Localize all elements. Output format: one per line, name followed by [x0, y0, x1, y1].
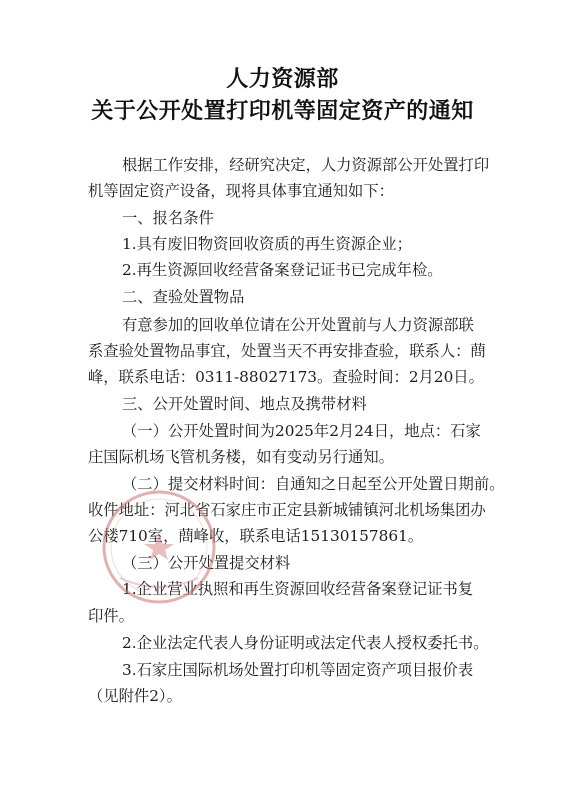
- paragraph-intro-line-1: 根据工作安排，经研究决定，人力资源部公开处置打印: [122, 156, 490, 174]
- list-item-3-1-line-1: 1.企业营业执照和再生资源回收经营备案登记证书复: [122, 580, 474, 598]
- list-item-3-1-line-2: 印件。: [88, 607, 134, 625]
- paragraph-submission-line-1: （二）提交材料时间：自通知之日起至公开处置日期前。: [122, 475, 505, 493]
- paragraph-submission-line-2: 收件地址：河北省石家庄市正定县新城铺镇河北机场集团办: [88, 501, 486, 519]
- list-item-3-2: 2.企业法定代表人身份证明或法定代表人授权委托书。: [122, 634, 489, 652]
- paragraph-inspection-line-3: 峰，联系电话：0311-88027173。查验时间：2月20日。: [88, 368, 484, 386]
- paragraph-time-line-1: （一）公开处置时间为2025年2月24日，地点：石家: [122, 422, 481, 440]
- document-title-subject: 关于公开处置打印机等固定资产的通知: [91, 98, 474, 124]
- section-heading-3: 三、公开处置时间、地点及携带材料: [122, 395, 367, 413]
- paragraph-inspection-line-1: 有意参加的回收单位请在公开处置前与人力资源部联: [122, 316, 474, 334]
- paragraph-intro-line-2: 机等固定资产设备，现将具体事宜通知如下：: [88, 182, 394, 200]
- document-title-department: 人力资源部: [226, 66, 339, 92]
- section-heading-2: 二、查验处置物品: [122, 288, 245, 306]
- paragraph-time-line-2: 庄国际机场飞管机务楼，如有变动另行通知。: [88, 448, 394, 466]
- list-item-3-3-line-2: （见附件2）。: [88, 687, 182, 705]
- list-item-3-3-line-1: 3.石家庄国际机场处置打印机等固定资产项目报价表: [122, 661, 474, 679]
- list-item-1-1: 1.具有废旧物资回收资质的再生资源企业；: [122, 235, 412, 253]
- paragraph-submission-line-3: 公楼710室，蔄峰收，联系电话15130157861。: [88, 527, 424, 545]
- section-heading-1: 一、报名条件: [122, 209, 214, 227]
- paragraph-inspection-line-2: 系查验处置物品事宜，处置当天不再安排查验，联系人：蔄: [88, 342, 486, 360]
- list-item-1-2: 2.再生资源回收经营备案登记证书已完成年检。: [122, 261, 443, 279]
- subsection-heading-materials: （三）公开处置提交材料: [122, 554, 291, 572]
